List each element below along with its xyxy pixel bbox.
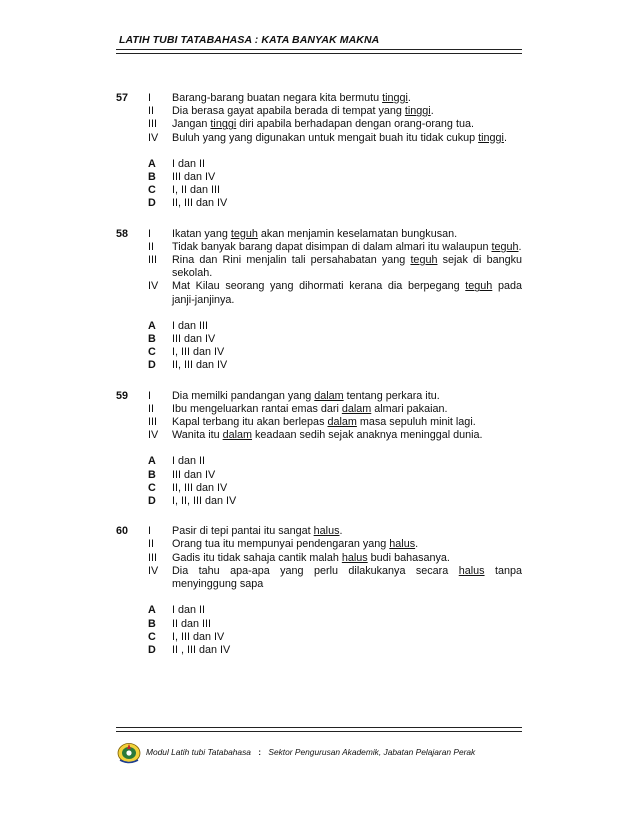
statement-roman: III: [148, 416, 157, 429]
statement-roman: II: [148, 402, 154, 415]
statement-text-pre: Tidak banyak barang dapat disimpan di dalam almari itu walaupun: [172, 240, 492, 253]
statement-text-post: .: [430, 105, 434, 118]
question-list: [116, 92, 522, 674]
question-number: [116, 118, 148, 131]
answer-option: [116, 171, 522, 184]
statement-row: [116, 241, 522, 254]
statement-text-pre: Orang tua itu mempunyai pendengaran yang: [172, 538, 390, 551]
answer-option: [116, 184, 522, 197]
option-text: III dan IV: [172, 468, 216, 481]
statement-row: [116, 105, 522, 118]
statement-roman: IV: [148, 131, 159, 144]
underlined-word: tinggi: [210, 118, 237, 131]
statement-text-pre: Barang-barang buatan negara kita bermutu: [172, 92, 383, 104]
underlined-word: tinggi: [382, 92, 408, 104]
statement-text-pre: Mat Kilau seorang yang dihormati kerana dia berpegang: [172, 280, 466, 293]
underlined-word: dalam: [341, 402, 372, 415]
statement-text: [172, 241, 522, 254]
question-59: [116, 390, 522, 509]
statement-text-pre: Dia berasa gayat apabila berada di tempat yang: [172, 105, 405, 118]
statement-text: [172, 525, 522, 538]
option-text: I, III dan IV: [172, 346, 225, 359]
jabatan-crest-icon: [116, 740, 142, 764]
statement-roman: II: [148, 240, 154, 253]
statement-roman: II: [148, 538, 154, 551]
option-letter: C: [148, 184, 156, 197]
statement-text-post: masa sepuluh minit lagi.: [356, 416, 476, 429]
statement-row: [116, 416, 522, 429]
option-letter: A: [148, 157, 156, 170]
header-rule-2: [116, 53, 522, 54]
footer-text: [146, 747, 475, 757]
statement-text-post: .: [518, 240, 522, 253]
option-text: II dan III: [172, 617, 212, 630]
statement-text: [172, 118, 522, 131]
statement-text-post: pada janji-janjinya.: [172, 280, 522, 306]
statement-text: [172, 254, 522, 280]
underlined-word: dalam: [327, 416, 357, 429]
statement-text-post: almari pakaian.: [371, 402, 448, 415]
question-number: [116, 565, 148, 591]
answer-option: [116, 346, 522, 359]
footer-department: Sektor Pengurusan Akademik, Jabatan Pelajaran Perak: [268, 747, 476, 757]
page-footer: [116, 738, 522, 768]
statement-text: [172, 92, 522, 105]
question-number: [116, 416, 148, 429]
underlined-word: halus: [341, 551, 368, 564]
question-number: [116, 105, 148, 118]
statement-text-post: .: [407, 92, 411, 104]
option-text: I, III dan IV: [172, 630, 225, 643]
answer-option: [116, 618, 522, 631]
underlined-word: halus: [389, 538, 416, 551]
statement-roman: II: [148, 105, 154, 118]
option-letter: A: [148, 319, 156, 332]
statement-text-pre: Jangan: [172, 118, 211, 131]
option-text: I dan II: [172, 157, 206, 170]
option-letter: D: [148, 495, 156, 508]
question-number: [116, 241, 148, 254]
answer-option: [116, 469, 522, 482]
statement-row: [116, 390, 522, 403]
statement-text: [172, 228, 522, 241]
question-number: [116, 254, 148, 280]
answer-option: [116, 482, 522, 495]
statement-text: [172, 105, 522, 118]
statement-text: [172, 403, 522, 416]
option-text: II , III dan IV: [172, 643, 231, 656]
statement-row: [116, 429, 522, 442]
statement-text-post: budi bahasanya.: [367, 551, 450, 564]
statement-roman: III: [148, 551, 157, 564]
question-number: 59: [116, 389, 129, 402]
statement-row: [116, 525, 522, 538]
statement-text-pre: Dia tahu apa-apa yang perlu dilakukanya secara: [172, 564, 459, 577]
question-number: [116, 538, 148, 551]
answer-option: [116, 333, 522, 346]
option-text: II, III dan IV: [172, 359, 228, 372]
option-letter: B: [148, 617, 156, 630]
option-text: I dan II: [172, 604, 206, 617]
statement-row: [116, 118, 522, 131]
underlined-word: teguh: [410, 254, 438, 267]
statement-roman: IV: [148, 429, 159, 442]
statement-roman: I: [148, 92, 151, 104]
option-letter: A: [148, 604, 156, 617]
answer-option: [116, 320, 522, 333]
statement-text-post: .: [503, 131, 507, 144]
answer-option: [116, 604, 522, 617]
answer-option: [116, 359, 522, 372]
underlined-word: halus: [313, 525, 340, 538]
statement-text-pre: Dia memilki pandangan yang: [172, 389, 315, 402]
answer-options: [116, 604, 522, 657]
statement-text-post: akan menjamin keselamatan bungkusan.: [257, 227, 458, 240]
footer-rule-2: [116, 731, 522, 732]
question-number: 57: [116, 92, 129, 104]
question-number: [116, 280, 148, 306]
question-number: [116, 552, 148, 565]
statement-roman: III: [148, 254, 157, 267]
answer-options: [116, 455, 522, 508]
answer-option: [116, 631, 522, 644]
answer-option: [116, 455, 522, 468]
statement-text-post: tanpa menyinggung sapa: [172, 564, 522, 591]
statement-roman: IV: [148, 564, 159, 577]
option-text: III dan IV: [172, 333, 216, 346]
option-letter: B: [148, 468, 156, 481]
statement-text: [172, 390, 522, 403]
header-rule: [116, 49, 522, 50]
option-text: I dan II: [172, 455, 206, 468]
answer-option: [116, 644, 522, 657]
statement-roman: IV: [148, 280, 159, 293]
option-text: II, III dan IV: [172, 481, 228, 494]
footer-rule: [116, 727, 522, 728]
statement-text-pre: Gadis itu tidak sahaja cantik malah: [172, 551, 342, 564]
statement-text-post: diri apabila berhadapan dengan orang-orang tua.: [236, 118, 474, 131]
answer-option: [116, 158, 522, 171]
question-57: [116, 92, 522, 211]
option-text: II, III dan IV: [172, 197, 228, 210]
underlined-word: teguh: [465, 280, 493, 293]
option-text: III dan IV: [172, 171, 216, 184]
statement-row: [116, 254, 522, 280]
question-58: [116, 228, 522, 373]
statement-text-pre: Wanita itu: [172, 429, 223, 442]
page-header-title: LATIH TUBI TATABAHASA : KATA BANYAK MAKNA: [119, 34, 380, 46]
statement-roman: I: [148, 389, 151, 402]
statement-text-post: sejak di bangku sekolah.: [172, 254, 522, 280]
underlined-word: tinggi: [478, 131, 504, 144]
option-letter: D: [148, 643, 156, 656]
answer-option: [116, 197, 522, 210]
statement-text-pre: Pasir di tepi pantai itu sangat: [172, 525, 314, 538]
statement-row: [116, 403, 522, 416]
option-letter: D: [148, 197, 156, 210]
option-text: I dan III: [172, 319, 209, 332]
option-letter: B: [148, 333, 156, 346]
statement-row: [116, 565, 522, 591]
option-letter: C: [148, 346, 156, 359]
statement-text: [172, 565, 522, 591]
footer-module-name: Modul Latih tubi Tatabahasa: [146, 747, 251, 757]
statement-roman: I: [148, 227, 151, 240]
underlined-word: tinggi: [404, 105, 431, 118]
answer-option: [116, 495, 522, 508]
statement-text: [172, 538, 522, 551]
question-number: 60: [116, 525, 129, 538]
answer-options: [116, 320, 522, 373]
underlined-word: teguh: [230, 227, 258, 240]
underlined-word: teguh: [491, 240, 519, 253]
option-letter: A: [148, 455, 156, 468]
underlined-word: dalam: [314, 389, 344, 402]
statement-text-pre: Ibu mengeluarkan rantai emas dari: [172, 402, 342, 415]
statement-row: [116, 228, 522, 241]
statement-roman: III: [148, 118, 157, 131]
underlined-word: halus: [458, 564, 485, 577]
statement-text: [172, 280, 522, 306]
statement-row: [116, 132, 522, 145]
statement-row: [116, 552, 522, 565]
statement-text: [172, 429, 522, 442]
question-number: [116, 429, 148, 442]
underlined-word: dalam: [222, 429, 253, 442]
statement-text: [172, 132, 522, 145]
option-text: I, II dan III: [172, 184, 221, 197]
statement-roman: I: [148, 525, 151, 538]
statement-text-pre: Kapal terbang itu akan berlepas: [172, 416, 328, 429]
statement-text-pre: Rina dan Rini menjalin tali persahabatan yang: [172, 254, 411, 267]
statement-text-post: .: [415, 538, 419, 551]
statement-text-pre: Buluh yang yang digunakan untuk mengait buah itu tidak cukup: [172, 131, 479, 144]
statement-text: [172, 416, 522, 429]
footer-separator: :: [258, 747, 262, 757]
statement-text-post: tentang perkara itu.: [343, 389, 440, 402]
statement-text-post: keadaan sedih sejak anaknya meninggal dunia.: [252, 429, 483, 442]
option-letter: C: [148, 630, 156, 643]
statement-text-post: .: [339, 525, 343, 538]
statement-text: [172, 552, 522, 565]
statement-row: [116, 538, 522, 551]
question-number: 58: [116, 227, 129, 240]
option-text: I, II, III dan IV: [172, 495, 237, 508]
option-letter: B: [148, 171, 156, 184]
statement-row: [116, 280, 522, 306]
question-60: [116, 525, 522, 657]
answer-options: [116, 158, 522, 211]
statement-row: [116, 92, 522, 105]
option-letter: C: [148, 481, 156, 494]
option-letter: D: [148, 359, 156, 372]
question-number: [116, 132, 148, 145]
statement-text-pre: Ikatan yang: [172, 227, 231, 240]
question-number: [116, 403, 148, 416]
